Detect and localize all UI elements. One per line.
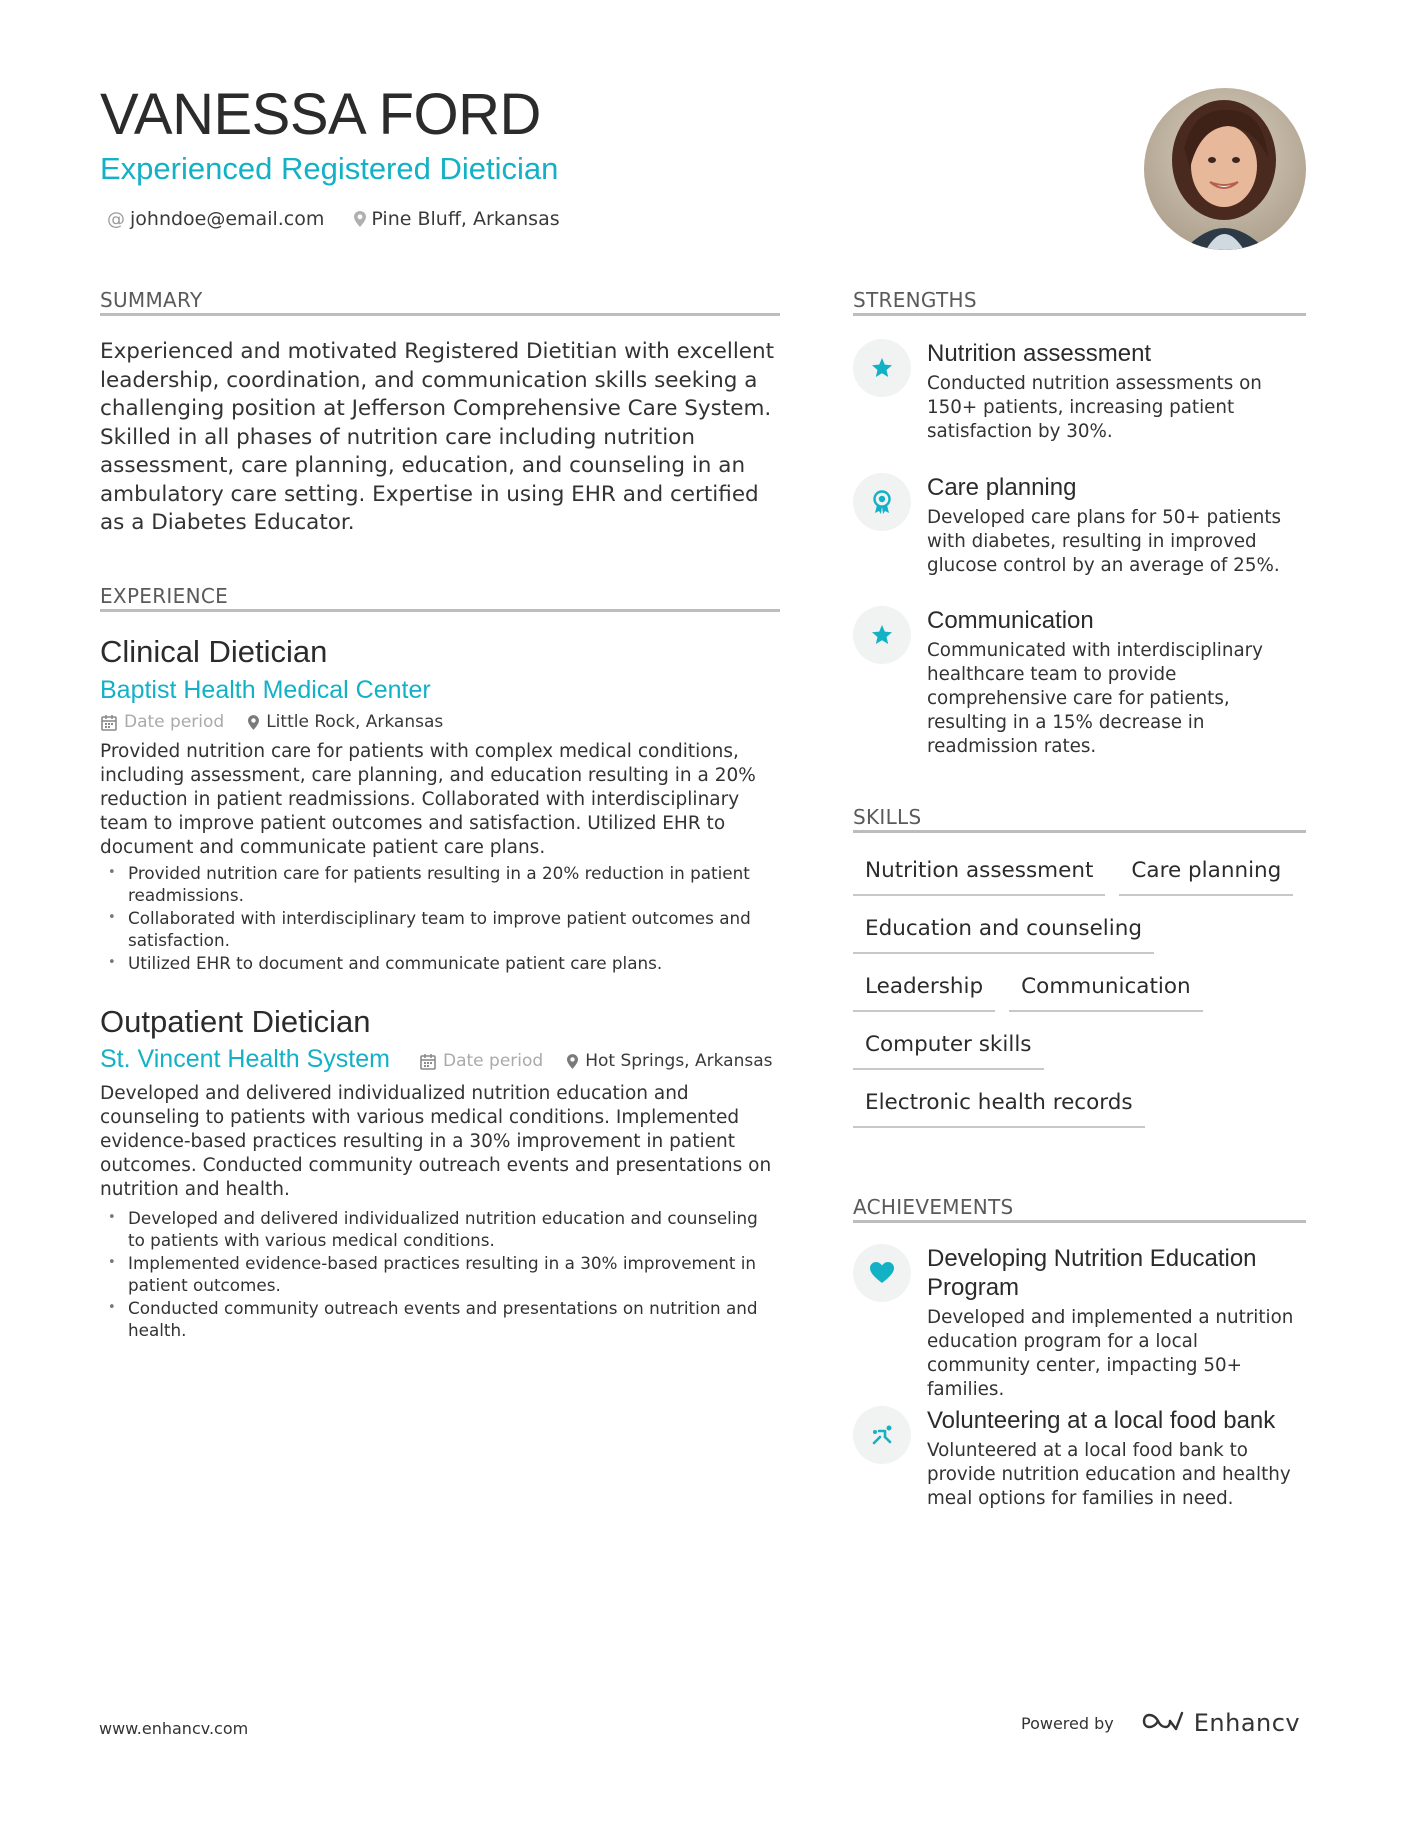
date-period	[101, 712, 224, 732]
bullet-item: • Utilized EHR to document and communicate patient care plans.	[100, 952, 760, 974]
summary-text: Experienced and motivated Registered Dietitian with excellent leadership, coordination, and communication skills seeking a challenging position at Jefferson Comprehensive Care System. Skilled in all phases of nutrition care including nutrition assessment, care planning, education, and counseling in an ambulatory care setting. Expertise in using EHR and certified as a Diabetes Educator.	[100, 339, 775, 535]
at-icon: @	[107, 208, 125, 230]
skill-row	[853, 968, 1306, 1026]
skill-tag: Nutrition assessment	[853, 852, 1105, 896]
job-meta	[101, 712, 467, 732]
enhancv-logo-icon	[1140, 1709, 1186, 1737]
candidate-title: Experienced Registered Dietician	[100, 151, 559, 186]
location-contact	[354, 208, 559, 230]
job-title: Clinical Dietician	[100, 634, 328, 669]
strength-description: Communicated with interdisciplinary healthcare team to provide comprehensive care for patients, resulting in a 15% decrease in readmission rates.	[927, 640, 1263, 757]
location-text: Pine Bluff, Arkansas	[371, 208, 560, 230]
strength-title: Nutrition assessment	[927, 340, 1152, 367]
company-name: St. Vincent Health System	[100, 1045, 390, 1073]
skill-tag: Communication	[1009, 968, 1202, 1012]
skill-tag: Education and counseling	[853, 910, 1154, 954]
star-icon	[853, 339, 911, 397]
skill-tag: Care planning	[1119, 852, 1293, 896]
job-location	[248, 712, 443, 732]
job-title: Outpatient Dietician	[100, 1004, 371, 1039]
strength-title: Care planning	[927, 474, 1077, 501]
skill-tag: Electronic health records	[853, 1084, 1145, 1128]
summary-heading: SUMMARY	[100, 289, 780, 316]
location-text: Hot Springs, Arkansas	[585, 1051, 773, 1071]
experience-heading: EXPERIENCE	[100, 585, 780, 612]
profile-photo	[1144, 88, 1306, 250]
candidate-name: VANESSA FORD	[100, 82, 541, 147]
company-name: Baptist Health Medical Center	[100, 676, 431, 704]
footer-branding	[1021, 1709, 1300, 1737]
footer-website[interactable]: www.enhancv.com	[99, 1719, 249, 1738]
powered-by-label: Powered by	[1021, 1713, 1114, 1733]
email-text: johndoe@email.com	[130, 208, 325, 230]
job-description: Provided nutrition care for patients with complex medical conditions, including assessment, care planning, and education resulting in a 20% reduction in patient readmissions. Collaborated with interdisciplinary team to improve patient outcomes and satisfaction. Utilized EHR to document and communicate patient care plans.	[100, 741, 756, 858]
date-text: Date period	[443, 1051, 544, 1071]
calendar-icon	[101, 714, 117, 731]
star-icon	[853, 606, 911, 664]
skill-row	[853, 852, 1306, 910]
calendar-icon	[420, 1053, 436, 1070]
skill-tag: Computer skills	[853, 1026, 1044, 1070]
bullet-item: • Provided nutrition care for patients resulting in a 20% reduction in patient readmissions.	[100, 862, 760, 907]
map-pin-icon	[354, 211, 366, 227]
award-icon	[853, 473, 911, 531]
enhancv-logo-text: Enhancv	[1193, 1709, 1301, 1737]
email-contact[interactable]	[107, 208, 324, 230]
job-bullets	[100, 1207, 760, 1341]
hands-helping-icon	[853, 1406, 911, 1464]
location-text: Little Rock, Arkansas	[266, 712, 444, 732]
skill-row	[853, 1084, 1306, 1142]
achievement-description: Developed and implemented a nutrition education program for a local community center, impacting 50+ families.	[927, 1307, 1294, 1400]
skill-row	[853, 910, 1306, 968]
strength-title: Communication	[927, 607, 1094, 634]
achievement-title: Volunteering at a local food bank	[927, 1407, 1276, 1434]
skills-heading: SKILLS	[853, 806, 1306, 833]
bullet-item: • Conducted community outreach events and presentations on nutrition and health.	[100, 1297, 760, 1342]
achievement-title: Developing Nutrition Education Program	[927, 1245, 1257, 1301]
map-pin-icon	[248, 715, 259, 730]
strength-description: Developed care plans for 50+ patients with diabetes, resulting in improved glucose control by an average of 25%.	[927, 507, 1282, 576]
bullet-item: • Developed and delivered individualized nutrition education and counseling to patients with various medical conditions.	[100, 1207, 760, 1252]
map-pin-icon	[567, 1054, 578, 1069]
strength-description: Conducted nutrition assessments on 150+ patients, increasing patient satisfaction by 30%.	[927, 373, 1262, 442]
job-meta	[420, 1051, 772, 1071]
job-bullets	[100, 862, 760, 974]
strengths-heading: STRENGTHS	[853, 289, 1306, 316]
skill-tag: Leadership	[853, 968, 995, 1012]
heart-icon	[853, 1244, 911, 1302]
skill-row	[853, 1026, 1306, 1084]
date-period	[420, 1051, 543, 1071]
job-description: Developed and delivered individualized nutrition education and counseling to patients with various medical conditions. Implemented evidence-based practices resulting in a 30% improvement in patient outcomes. Conducted community outreach events and presentations on nutrition and health.	[100, 1083, 772, 1200]
date-text: Date period	[124, 712, 225, 732]
achievement-description: Volunteered at a local food bank to provide nutrition education and healthy meal options for families in need.	[927, 1440, 1291, 1509]
bullet-item: • Implemented evidence-based practices resulting in a 30% improvement in patient outcomes.	[100, 1252, 760, 1297]
achievements-heading: ACHIEVEMENTS	[853, 1196, 1306, 1223]
contact-info	[107, 208, 590, 230]
bullet-item: • Collaborated with interdisciplinary team to improve patient outcomes and satisfaction.	[100, 907, 760, 952]
job-location	[567, 1051, 772, 1071]
skills-list	[853, 852, 1306, 1142]
